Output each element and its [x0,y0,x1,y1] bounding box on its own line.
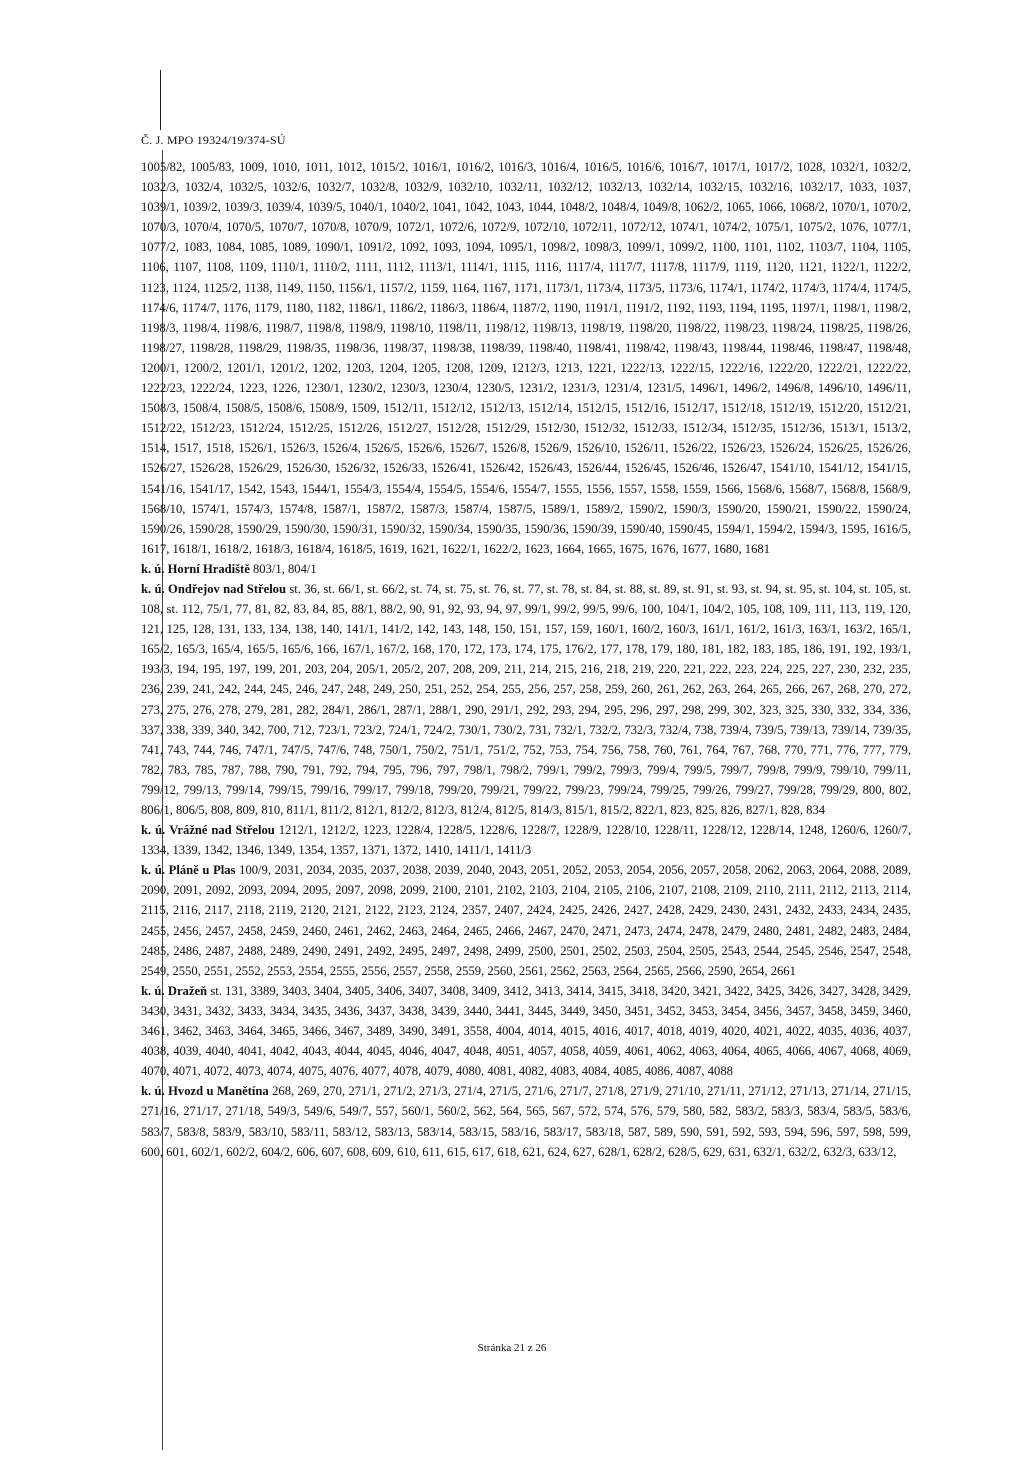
parcel-section-plane [141,860,911,981]
parcel-list [141,157,911,1162]
cadastral-area-label: k. ú. [141,823,166,838]
cadastral-area-label: k. ú. [141,983,165,998]
parcel-section-hvozd [141,1081,911,1161]
cadastral-area-name: Ondřejov nad Střelou [168,581,286,596]
scan-margin-line-top [160,70,161,130]
cadastral-area-label: k. ú. [141,561,165,576]
parcel-section-ondrejov [141,579,911,820]
cadastral-area-name: Horní Hradiště [167,561,250,576]
parcel-numbers: 803/1, 804/1 [253,561,317,576]
parcel-numbers: 268, 269, 270, 271/1, 271/2, 271/3, 271/4, 271/5, 271/6, 271/7, 271/8, 271/9, 271/10, 271/11, 271/12, 271/13, 271/14, 271/15, 271/16, 271/17, 271/18, 549/3, 549/6, 549/7, 557, 560/1, 560/2, 562, 564, 565, 567, 572, 574, 576, 579, 580, 582, 583/2, 583/3, 583/4, 583/5, 583/6, 583/7, 583/8, 583/9, 583/10, 583/11, 583/12, 583/13, 583/14, 583/15, 583/16, 583/17, 583/18, 587, 589, 590, 591, 592, 593, 594, 596, 597, 598, 599, 600, 601, 602/1, 602/2, 604/2, 606, 607, 608, 609, 610, 611, 615, 617, 618, 621, 624, 627, 628/1, 628/2, 628/5, 629, 631, 632/1, 632/2, 632/3, 633/12, [141,1084,911,1159]
parcel-numbers: st. 36, st. 66/1, st. 66/2, st. 74, st. 75, st. 76, st. 77, st. 78, st. 84, st. 88, st. 89, st. 91, st. 93, st. 94, st. 95, st. 104, st. 105, st. 108, st. 112, 75/1, 77, 81, 82, 83, 84, 85, 88/1, 88/2, 90, 91, 92, 93, 94, 97, 99/1, 99/2, 99/5, 99/6, 100, 104/1, 104/2, 105, 108, 109, 111, 113, 119, 120, 121, 125, 128, 131, 133, 134, 138, 140, 141/1, 141/2, 142, 143, 148, 150, 151, 157, 159, 160/1, 160/2, 160/3, 161/1, 161/2, 161/3, 163/1, 163/2, 165/1, 165/2, 165/3, 165/4, 165/5, 165/6, 166, 167/1, 167/2, 168, 170, 172, 173, 174, 175, 176/2, 177, 178, 179, 180, 181, 182, 183, 185, 186, 191, 192, 193/1, 193/3, 194, 195, 197, 199, 201, 203, 204, 205/1, 205/2, 207, 208, 209, 211, 214, 215, 216, 218, 219, 220, 221, 222, 223, 224, 225, 227, 230, 232, 235, 236, 239, 241, 242, 244, 245, 246, 247, 248, 249, 250, 251, 252, 254, 255, 256, 257, 258, 259, 260, 261, 262, 263, 264, 265, 266, 267, 268, 270, 272, 273, 275, 276, 278, 279, 281, 282, 284/1, 286/1, 287/1, 288/1, 290, 291/1, 292, 293, 294, 295, 296, 297, 298, 299, 302, 323, 325, 330, 332, 334, 336, 337, 338, 339, 340, 342, 700, 712, 723/1, 723/2, 724/1, 724/2, 730/1, 730/2, 731, 732/1, 732/2, 732/3, 732/4, 738, 739/4, 739/5, 739/13, 739/14, 739/35, 741, 743, 744, 746, 747/1, 747/5, 747/6, 748, 750/1, 750/2, 751/1, 751/2, 752, 753, 754, 756, 758, 760, 761, 764, 767, 768, 770, 771, 776, 777, 779, 782, 783, 785, 787, 788, 790, 791, 792, 794, 795, 796, 797, 798/1, 798/2, 799/1, 799/2, 799/3, 799/4, 799/5, 799/7, 799/8, 799/9, 799/10, 799/11, 799/12, 799/13, 799/14, 799/15, 799/16, 799/17, 799/18, 799/20, 799/21, 799/22, 799/23, 799/24, 799/25, 799/26, 799/27, 799/28, 799/29, 800, 802, 806/1, 806/5, 808, 809, 810, 811/1, 811/2, 812/1, 812/2, 812/3, 812/4, 812/5, 814/3, 815/1, 815/2, 822/1, 823, 825, 826, 827/1, 828, 834 [141,581,911,817]
cadastral-area-label: k. ú. [141,863,165,878]
parcel-numbers: st. 131, 3389, 3403, 3404, 3405, 3406, 3407, 3408, 3409, 3412, 3413, 3414, 3415, 3418, 3420, 3421, 3422, 3425, 3426, 3427, 3428, 3429, 3430, 3431, 3432, 3433, 3434, 3435, 3436, 3437, 3438, 3439, 3440, 3441, 3445, 3449, 3450, 3451, 3452, 3453, 3454, 3456, 3457, 3458, 3459, 3460, 3461, 3462, 3463, 3464, 3465, 3466, 3467, 3489, 3490, 3491, 3558, 4004, 4014, 4015, 4016, 4017, 4018, 4019, 4020, 4021, 4022, 4035, 4036, 4037, 4038, 4039, 4040, 4041, 4042, 4043, 4044, 4045, 4046, 4047, 4048, 4051, 4057, 4058, 4059, 4061, 4062, 4063, 4064, 4065, 4066, 4067, 4068, 4069, 4070, 4071, 4072, 4073, 4074, 4075, 4076, 4077, 4078, 4079, 4080, 4081, 4082, 4083, 4084, 4085, 4086, 4087, 4088 [141,983,911,1079]
parcel-section-drazen [141,981,911,1081]
parcel-numbers: 1005/82, 1005/83, 1009, 1010, 1011, 1012, 1015/2, 1016/1, 1016/2, 1016/3, 1016/4, 1016/5, 1016/6, 1016/7, 1017/1, 1017/2, 1028, 1032/1, 1032/2, 1032/3, 1032/4, 1032/5, 1032/6, 1032/7, 1032/8, 1032/9, 1032/10, 1032/11, 1032/12, 1032/13, 1032/14, 1032/15, 1032/16, 1032/17, 1033, 1037, 1039/1, 1039/2, 1039/3, 1039/4, 1039/5, 1040/1, 1040/2, 1041, 1042, 1043, 1044, 1048/2, 1048/4, 1049/8, 1062/2, 1065, 1066, 1068/2, 1070/1, 1070/2, 1070/3, 1070/4, 1070/5, 1070/7, 1070/8, 1070/9, 1072/1, 1072/6, 1072/9, 1072/10, 1072/11, 1072/12, 1074/1, 1074/2, 1075/1, 1075/2, 1076, 1077/1, 1077/2, 1083, 1084, 1085, 1089, 1090/1, 1091/2, 1092, 1093, 1094, 1095/1, 1098/2, 1098/3, 1099/1, 1099/2, 1100, 1101, 1102, 1103/7, 1104, 1105, 1106, 1107, 1108, 1109, 1110/1, 1110/2, 1111, 1112, 1113/1, 1114/1, 1115, 1116, 1117/4, 1117/7, 1117/8, 1117/9, 1119, 1120, 1121, 1122/1, 1122/2, 1123, 1124, 1125/2, 1138, 1149, 1150, 1156/1, 1157/2, 1159, 1164, 1167, 1171, 1173/1, 1173/4, 1173/5, 1173/6, 1174/1, 1174/2, 1174/3, 1174/4, 1174/5, 1174/6, 1174/7, 1176, 1179, 1180, 1182, 1186/1, 1186/2, 1186/3, 1186/4, 1187/2, 1190, 1191/1, 1191/2, 1192, 1193, 1194, 1195, 1197/1, 1198/1, 1198/2, 1198/3, 1198/4, 1198/6, 1198/7, 1198/8, 1198/9, 1198/10, 1198/11, 1198/12, 1198/13, 1198/19, 1198/20, 1198/22, 1198/23, 1198/24, 1198/25, 1198/26, 1198/27, 1198/28, 1198/29, 1198/35, 1198/36, 1198/37, 1198/38, 1198/39, 1198/40, 1198/41, 1198/42, 1198/43, 1198/44, 1198/46, 1198/47, 1198/48, 1200/1, 1200/2, 1201/1, 1201/2, 1202, 1203, 1204, 1205, 1208, 1209, 1212/3, 1213, 1221, 1222/13, 1222/15, 1222/16, 1222/20, 1222/21, 1222/22, 1222/23, 1222/24, 1223, 1226, 1230/1, 1230/2, 1230/3, 1230/4, 1230/5, 1231/2, 1231/3, 1231/4, 1231/5, 1496/1, 1496/2, 1496/8, 1496/10, 1496/11, 1508/3, 1508/4, 1508/5, 1508/6, 1508/9, 1509, 1512/11, 1512/12, 1512/13, 1512/14, 1512/15, 1512/16, 1512/17, 1512/18, 1512/19, 1512/20, 1512/21, 1512/22, 1512/23, 1512/24, 1512/25, 1512/26, 1512/27, 1512/28, 1512/29, 1512/30, 1512/32, 1512/33, 1512/34, 1512/35, 1512/36, 1513/1, 1513/2, 1514, 1517, 1518, 1526/1, 1526/3, 1526/4, 1526/5, 1526/6, 1526/7, 1526/8, 1526/9, 1526/10, 1526/11, 1526/22, 1526/23, 1526/24, 1526/25, 1526/26, 1526/27, 1526/28, 1526/29, 1526/30, 1526/32, 1526/33, 1526/41, 1526/42, 1526/43, 1526/44, 1526/45, 1526/46, 1526/47, 1541/10, 1541/12, 1541/15, 1541/16, 1541/17, 1542, 1543, 1544/1, 1554/3, 1554/4, 1554/5, 1554/6, 1554/7, 1555, 1556, 1557, 1558, 1559, 1566, 1568/6, 1568/7, 1568/8, 1568/9, 1568/10, 1574/1, 1574/3, 1574/8, 1587/1, 1587/2, 1587/3, 1587/4, 1587/5, 1589/1, 1589/2, 1590/2, 1590/3, 1590/20, 1590/21, 1590/22, 1590/24, 1590/26, 1590/28, 1590/29, 1590/30, 1590/31, 1590/32, 1590/34, 1590/35, 1590/36, 1590/39, 1590/40, 1590/45, 1594/1, 1594/2, 1594/3, 1595, 1616/5, 1617, 1618/1, 1618/2, 1618/3, 1618/4, 1618/5, 1619, 1621, 1622/1, 1622/2, 1623, 1664, 1665, 1675, 1676, 1677, 1680, 1681 [141,160,911,556]
cadastral-area-name: Hvozd u Manětína [168,1084,269,1099]
parcel-section-vrazne [141,820,911,860]
cadastral-area-name: Pláně u Plas [168,863,236,878]
parcel-section-continued [141,157,911,559]
parcel-numbers: 100/9, 2031, 2034, 2035, 2037, 2038, 2039, 2040, 2043, 2051, 2052, 2053, 2054, 2056, 2057, 2058, 2062, 2063, 2064, 2088, 2089, 2090, 2091, 2092, 2093, 2094, 2095, 2097, 2098, 2099, 2100, 2101, 2102, 2103, 2104, 2105, 2106, 2107, 2108, 2109, 2110, 2111, 2112, 2113, 2114, 2115, 2116, 2117, 2118, 2119, 2120, 2121, 2122, 2123, 2124, 2357, 2407, 2424, 2425, 2426, 2427, 2428, 2429, 2430, 2431, 2432, 2433, 2434, 2435, 2455, 2456, 2457, 2458, 2459, 2460, 2461, 2462, 2463, 2464, 2465, 2466, 2467, 2470, 2471, 2473, 2474, 2478, 2479, 2480, 2481, 2482, 2483, 2484, 2485, 2486, 2487, 2488, 2489, 2490, 2491, 2492, 2495, 2497, 2498, 2499, 2500, 2501, 2502, 2503, 2504, 2505, 2543, 2544, 2545, 2546, 2547, 2548, 2549, 2550, 2551, 2552, 2553, 2554, 2555, 2556, 2557, 2558, 2559, 2560, 2561, 2562, 2563, 2564, 2565, 2566, 2590, 2654, 2661 [141,863,911,978]
cadastral-area-label: k. ú. [141,1084,165,1099]
page-number: Stránka 21 z 26 [477,1342,547,1354]
parcel-section-horni-hradiste [141,559,911,579]
document-reference: Č. J. MPO 19324/19/374-SÚ [141,133,286,147]
cadastral-area-label: k. ú. [141,581,165,596]
parcel-numbers: 1212/1, 1212/2, 1223, 1228/4, 1228/5, 1228/6, 1228/7, 1228/9, 1228/10, 1228/11, 1228/12, 1228/14, 1248, 1260/6, 1260/7, 1334, 1339, 1342, 1346, 1349, 1354, 1357, 1371, 1372, 1410, 1411/1, 1411/3 [141,823,911,858]
cadastral-area-name: Dražeň [167,983,208,998]
cadastral-area-name: Vrážné nad Střelou [169,823,275,838]
